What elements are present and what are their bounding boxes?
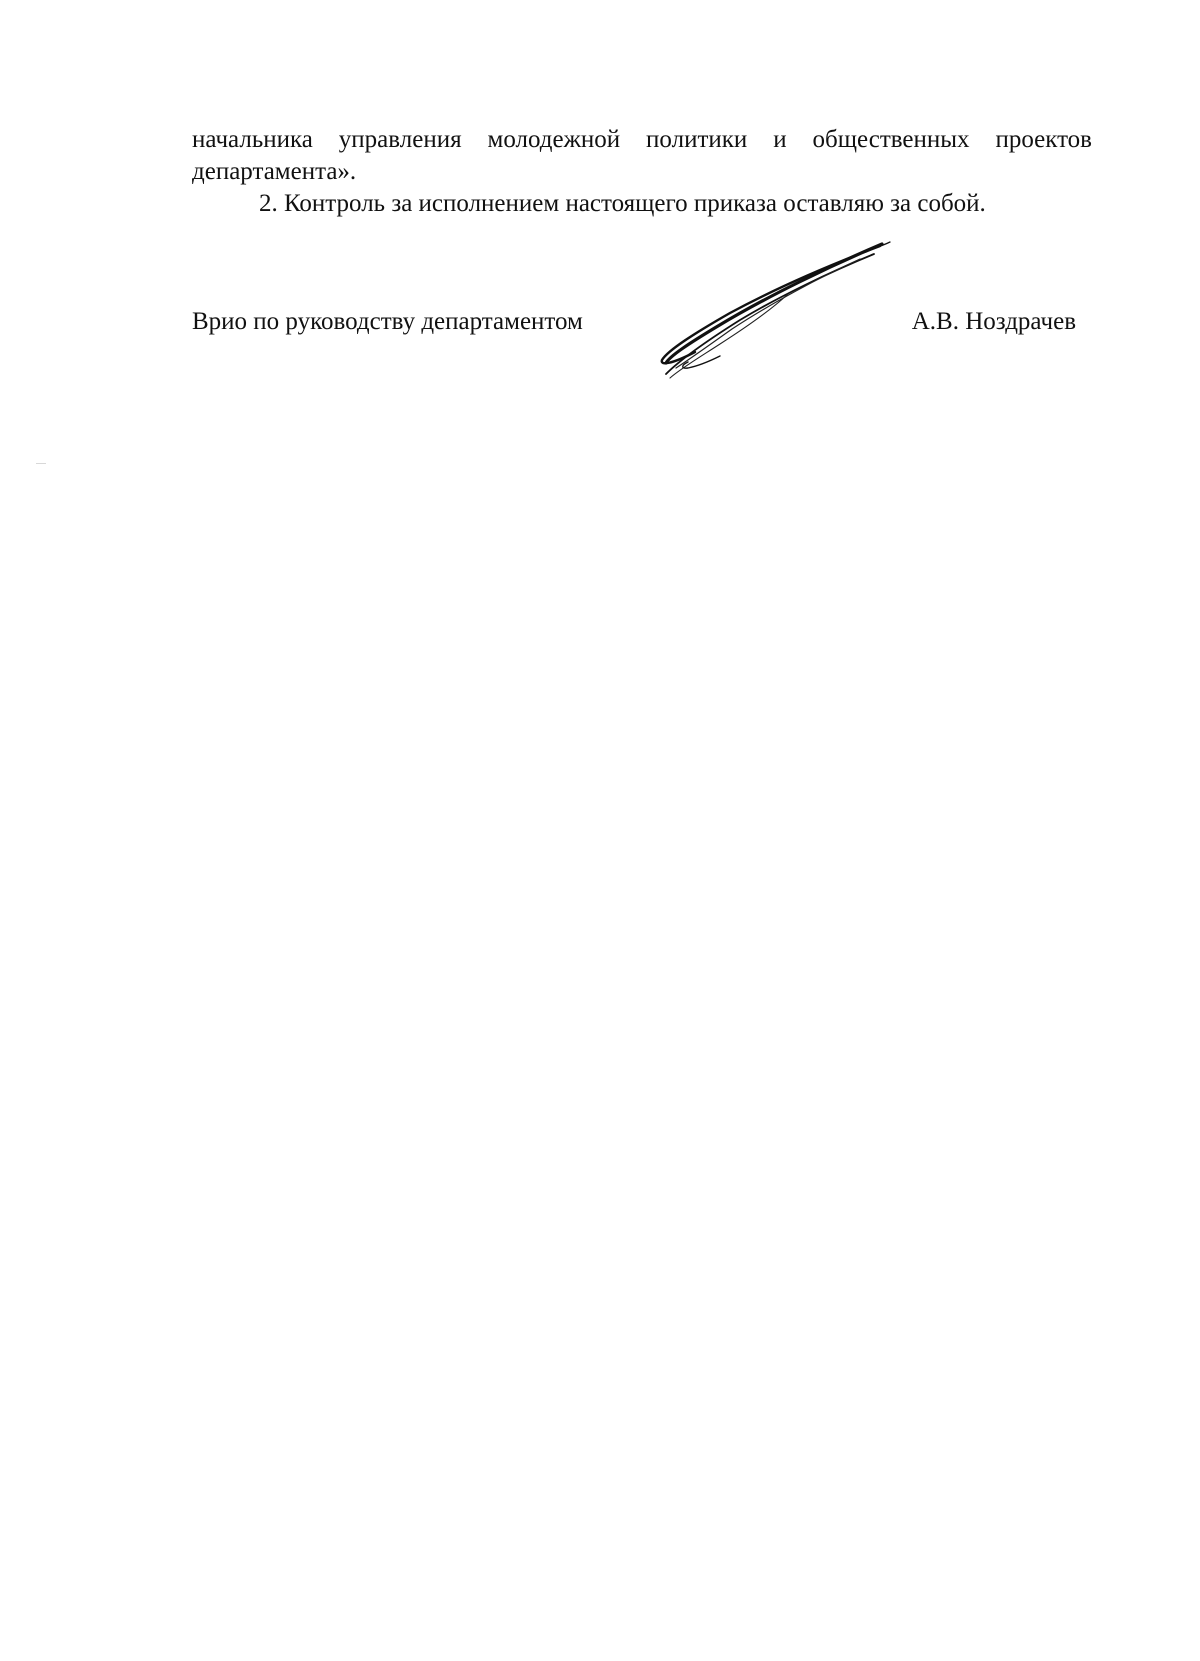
signature-block [192, 306, 1092, 346]
signatory-position: Врио по руководству департаментом [192, 308, 583, 335]
paragraph-continued [192, 124, 1092, 188]
scan-mark [36, 463, 46, 464]
paragraph-line: департамента». [192, 158, 357, 185]
paragraph-line: начальника управления молодежной политики и общественных проектов [192, 126, 1092, 153]
handwritten-signature-icon [660, 238, 940, 408]
signatory-name: А.В. Ноздрачев [911, 308, 1076, 335]
paragraph-control: 2. Контроль за исполнением настоящего приказа оставляю за собой. [259, 190, 986, 217]
